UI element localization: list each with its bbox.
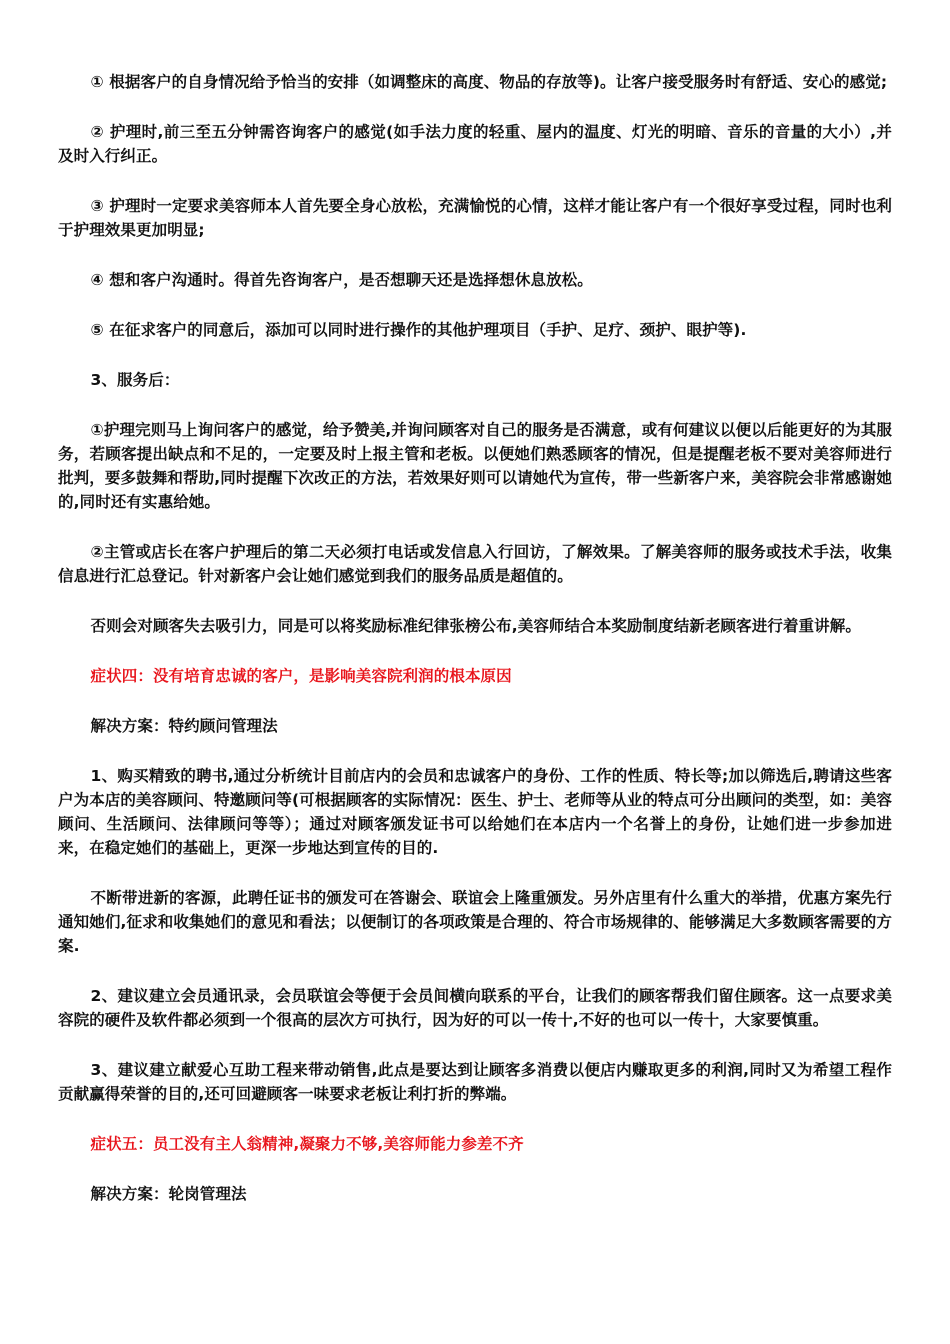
solution-four-step-1: 1、购买精致的聘书,通过分析统计目前店内的会员和忠诚客户的身份、工作的性质、特长等;加以筛选后,聘请这些客户为本店的美容顾问、特邀顾问等(可根据顾客的实际情况：医生、护士、老师等从业的特点可分出顾问的类型，如：美容顾问、生活顾问、法律顾问等等）；通过对顾客颁发证书可以给她们在本店内一个名誉上的身份，让她们进一步参加进来，在稳定她们的基础上，更深一步地达到宣传的目的. bbox=[58, 767, 892, 857]
solution-five-title: 解决方案：轮岗管理法 bbox=[90, 1185, 247, 1203]
paragraph-item-4: ④ 想和客户沟通时。得首先咨询客户，是否想聊天还是选择想休息放松。 bbox=[90, 271, 593, 289]
solution-four-continuation: 不断带进新的客源，此聘任证书的颁发可在答谢会、联谊会上隆重颁发。另外店里有什么重大的举措，优惠方案先行通知她们,征求和收集她们的意见和看法；以便制订的各项政策是合理的、符合市场规律的、能够满足大多数顾客需要的方案. bbox=[58, 889, 892, 955]
symptom-five-heading: 症状五：员工没有主人翁精神,凝聚力不够,美容师能力参差不齐 bbox=[90, 1135, 524, 1153]
solution-four-step-3: 3、建议建立献爱心互助工程来带动销售,此点是要达到让顾客多消费以便店内赚取更多的利润,同时又为希望工程作贡献赢得荣誉的目的,还可回避顾客一味要求老板让利打折的弊端。 bbox=[58, 1061, 892, 1103]
solution-four-title: 解决方案：特约顾问管理法 bbox=[90, 717, 278, 735]
paragraph-after-service-1: ①护理完则马上询问客户的感觉，给予赞美,并询问顾客对自己的服务是否满意，或有何建议以便以后能更好的为其服务，若顾客提出缺点和不足的，一定要及时上报主管和老板。以便她们熟悉顾客的情况，但是提醒老板不要对美容师进行批判，要多鼓舞和帮助,同时提醒下次改正的方法，若效果好则可以请她代为宣传，带一些新客户来，美容院会非常感谢她的,同时还有实惠给她。 bbox=[58, 421, 892, 511]
paragraph-item-5: ⑤ 在征求客户的同意后，添加可以同时进行操作的其他护理项目（手护、足疗、颈护、眼护等). bbox=[90, 321, 747, 339]
paragraph-item-2: ② 护理时,前三至五分钟需咨询客户的感觉(如手法力度的轻重、屋内的温度、灯光的明暗、音乐的音量的大小）,并及时入行纠正。 bbox=[58, 123, 892, 165]
paragraph-otherwise: 否则会对顾客失去吸引力，同是可以将奖励标准纪律张榜公布,美容师结合本奖励制度结新老顾客进行着重讲解。 bbox=[90, 617, 861, 635]
paragraph-item-1: ① 根据客户的自身情况给予恰当的安排（如调整床的高度、物品的存放等)。让客户接受服务时有舒适、安心的感觉; bbox=[90, 73, 888, 91]
symptom-four-heading: 症状四：没有培育忠诚的客户，是影响美容院利润的根本原因 bbox=[90, 667, 512, 685]
document-page bbox=[58, 70, 892, 1232]
paragraph-after-service-2: ②主管或店长在客户护理后的第二天必须打电话或发信息入行回访，了解效果。了解美容师的服务或技术手法，收集信息进行汇总登记。针对新客户会让她们感觉到我们的服务品质是超值的。 bbox=[58, 543, 892, 585]
paragraph-item-3: ③ 护理时一定要求美容师本人首先要全身心放松，充满愉悦的心情，这样才能让客户有一个很好享受过程，同时也利于护理效果更加明显; bbox=[58, 197, 892, 239]
section-heading-after-service: 3、服务后： bbox=[90, 371, 180, 389]
solution-four-step-2: 2、建议建立会员通讯录，会员联谊会等便于会员间横向联系的平台，让我们的顾客帮我们留住顾客。这一点要求美容院的硬件及软件都必须到一个很高的层次方可执行，因为好的可以一传十,不好的也可以一传十，大家要慎重。 bbox=[58, 987, 892, 1029]
